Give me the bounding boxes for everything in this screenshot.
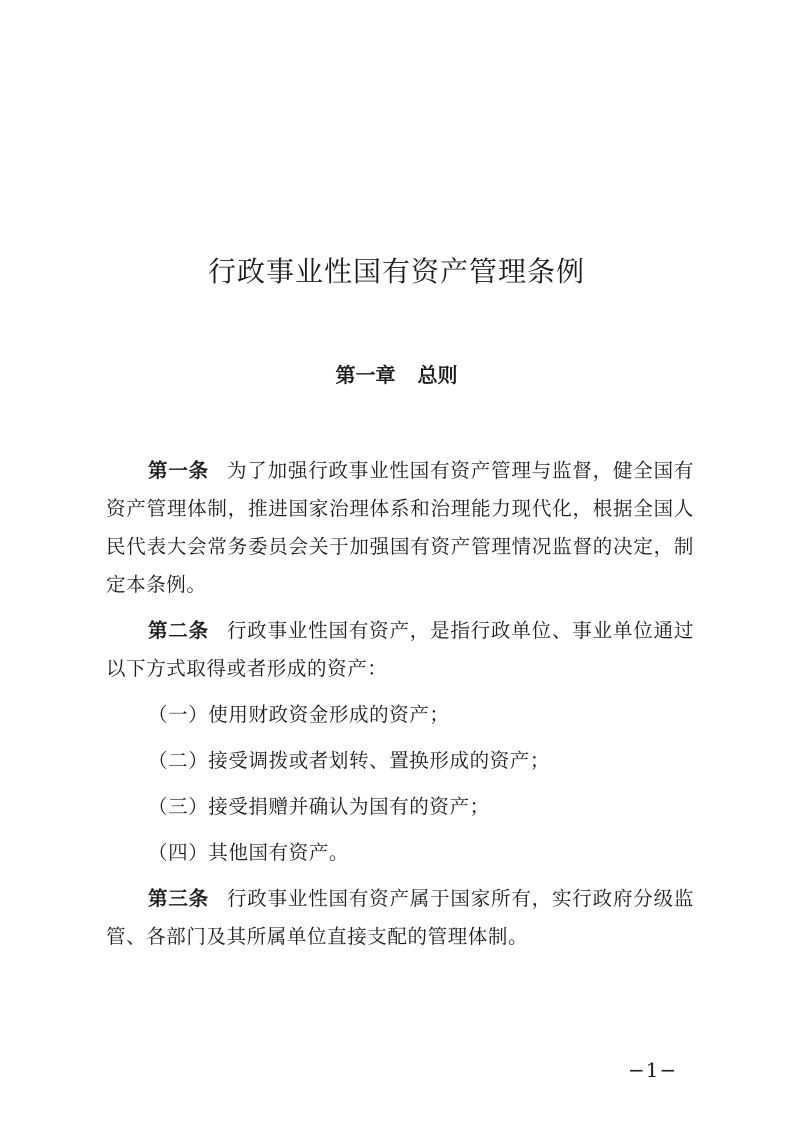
article-3-number: 第三条 [148,887,209,910]
article-1-text: 为了加强行政事业性国有资产管理与监督，健全国有资产管理体制，推进国家治理体系和治理能力现代化，根据全国人民代表大会常务委员会关于加强国有资产管理情况监督的决定，制定本条例。 [106,459,694,596]
article-1 [106,452,694,604]
article-3-text: 行政事业性国有资产属于国家所有，实行政府分级监管、各部门及其所属单位直接支配的管理体制。 [106,887,694,948]
article-2-item-2: （二）接受调拨或者划转、置换形成的资产； [148,749,551,772]
chapter-name: 总则 [417,363,458,387]
article-2-item-3: （三）接受捐赠并确认为国有的资产； [148,795,490,818]
article-2-item-1: （一）使用财政资金形成的资产； [148,703,450,726]
article-2 [106,612,694,688]
article-2-item-4: （四）其他国有资产。 [148,841,350,864]
document-title: 行政事业性国有资产管理条例 [207,255,585,288]
article-2-number: 第二条 [148,619,209,642]
article-1-number: 第一条 [148,459,209,482]
page-number: −1− [628,1058,678,1082]
article-3 [106,880,694,956]
chapter-heading [0,360,793,390]
document-body [106,452,694,964]
article-2-text: 行政事业性国有资产，是指行政单位、事业单位通过以下方式取得或者形成的资产： [106,619,694,680]
chapter-number: 第一章 [335,363,396,387]
